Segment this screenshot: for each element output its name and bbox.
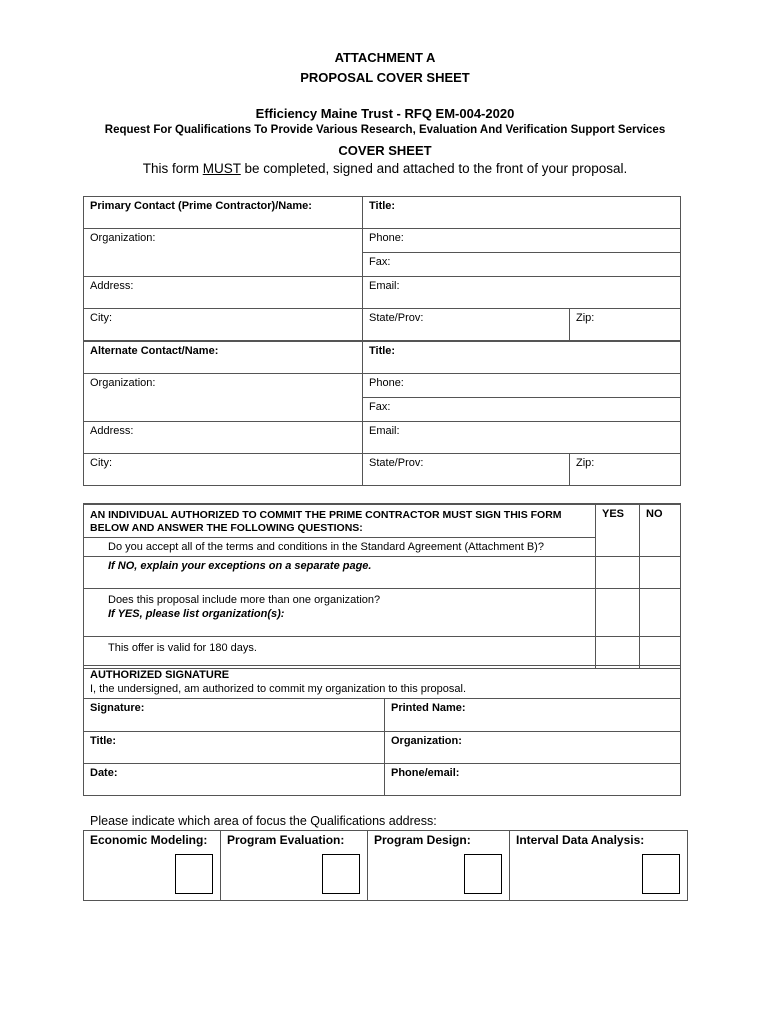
- no-column-header: NO: [640, 504, 681, 557]
- yes-column-header: YES: [596, 504, 640, 557]
- printed-name-field[interactable]: Printed Name:: [385, 699, 681, 732]
- instruction-before: This form: [142, 161, 203, 176]
- signature-heading-cell: [84, 666, 681, 699]
- primary-phone-field[interactable]: Phone:: [363, 229, 681, 253]
- primary-city-field[interactable]: City:: [84, 309, 363, 341]
- alternate-zip-field[interactable]: Zip:: [570, 454, 681, 486]
- alternate-state-field[interactable]: State/Prov:: [363, 454, 570, 486]
- primary-email-field[interactable]: Email:: [363, 277, 681, 309]
- question-3-yes-cell[interactable]: [596, 637, 640, 669]
- focus-program-design-label: Program Design:: [374, 833, 471, 847]
- cover-sheet-label: COVER SHEET: [338, 143, 432, 158]
- question-1-no-cell[interactable]: [640, 557, 681, 589]
- focus-area-table: [83, 830, 688, 901]
- question-1-note-cell: [84, 557, 596, 589]
- alternate-address-field[interactable]: Address:: [84, 422, 363, 454]
- questions-heading: AN INDIVIDUAL AUTHORIZED TO COMMIT THE PRIME CONTRACTOR MUST SIGN THIS FORM BELOW AND ANSWER THE FOLLOWING QUESTIONS:: [84, 504, 596, 538]
- signature-table: [83, 665, 681, 796]
- question-2-note: If YES, please list organization(s):: [108, 608, 285, 620]
- primary-fax-field[interactable]: Fax:: [363, 253, 681, 277]
- question-3-no-cell[interactable]: [640, 637, 681, 669]
- focus-intro: Please indicate which area of focus the Qualifications address:: [90, 814, 437, 828]
- rfq-subject: Request For Qualifications To Provide Various Research, Evaluation And Verification Support Services: [104, 124, 666, 136]
- question-2-text: Does this proposal include more than one organization?: [108, 594, 381, 606]
- date-field[interactable]: Date:: [84, 764, 385, 796]
- rfq-title: Efficiency Maine Trust - RFQ EM-004-2020: [255, 106, 515, 121]
- program-design-checkbox[interactable]: [464, 854, 502, 894]
- question-3-text: This offer is valid for 180 days.: [84, 637, 596, 669]
- instruction-after: be completed, signed and attached to the front of your proposal.: [240, 161, 628, 176]
- signer-organization-field[interactable]: Organization:: [385, 732, 681, 764]
- alternate-city-field[interactable]: City:: [84, 454, 363, 486]
- questions-table: [83, 503, 681, 669]
- focus-program-evaluation-label: Program Evaluation:: [227, 833, 345, 847]
- question-2-cell: [84, 589, 596, 637]
- signature-field[interactable]: Signature:: [84, 699, 385, 732]
- alternate-phone-field[interactable]: Phone:: [363, 374, 681, 398]
- program-evaluation-checkbox[interactable]: [322, 854, 360, 894]
- alternate-fax-field[interactable]: Fax:: [363, 398, 681, 422]
- question-2-no-cell[interactable]: [640, 589, 681, 637]
- instruction-emphasis: MUST: [202, 161, 241, 176]
- signature-statement: I, the undersigned, am authorized to commit my organization to this proposal.: [90, 683, 467, 695]
- primary-contact-field[interactable]: Primary Contact (Prime Contractor)/Name:: [84, 197, 363, 229]
- interval-data-analysis-checkbox[interactable]: [642, 854, 680, 894]
- economic-modeling-checkbox[interactable]: [175, 854, 213, 894]
- focus-interval-data-analysis: [510, 831, 688, 901]
- primary-state-field[interactable]: State/Prov:: [363, 309, 570, 341]
- question-2-yes-cell[interactable]: [596, 589, 640, 637]
- alternate-organization-field[interactable]: Organization:: [84, 374, 363, 422]
- alternate-title-field[interactable]: Title:: [363, 341, 681, 374]
- primary-zip-field[interactable]: Zip:: [570, 309, 681, 341]
- signature-heading: AUTHORIZED SIGNATURE: [90, 669, 230, 681]
- focus-program-design: [368, 831, 510, 901]
- focus-interval-data-analysis-label: Interval Data Analysis:: [516, 833, 645, 847]
- focus-program-evaluation: [221, 831, 368, 901]
- attachment-label: ATTACHMENT A: [334, 50, 436, 65]
- signer-title-field[interactable]: Title:: [84, 732, 385, 764]
- question-1-yes-cell[interactable]: [596, 557, 640, 589]
- primary-address-field[interactable]: Address:: [84, 277, 363, 309]
- focus-economic-modeling-label: Economic Modeling:: [90, 833, 208, 847]
- focus-economic-modeling: [84, 831, 221, 901]
- primary-title-field[interactable]: Title:: [363, 197, 681, 229]
- sheet-title: PROPOSAL COVER SHEET: [300, 70, 470, 85]
- primary-organization-field[interactable]: Organization:: [84, 229, 363, 277]
- instruction-text: [0, 161, 770, 176]
- question-1-text: Do you accept all of the terms and conditions in the Standard Agreement (Attachment B)?: [84, 538, 596, 557]
- contact-table: [83, 196, 681, 486]
- question-1-note: If NO, explain your exceptions on a separate page.: [108, 560, 372, 572]
- alternate-contact-field[interactable]: Alternate Contact/Name:: [84, 341, 363, 374]
- phone-email-field[interactable]: Phone/email:: [385, 764, 681, 796]
- alternate-email-field[interactable]: Email:: [363, 422, 681, 454]
